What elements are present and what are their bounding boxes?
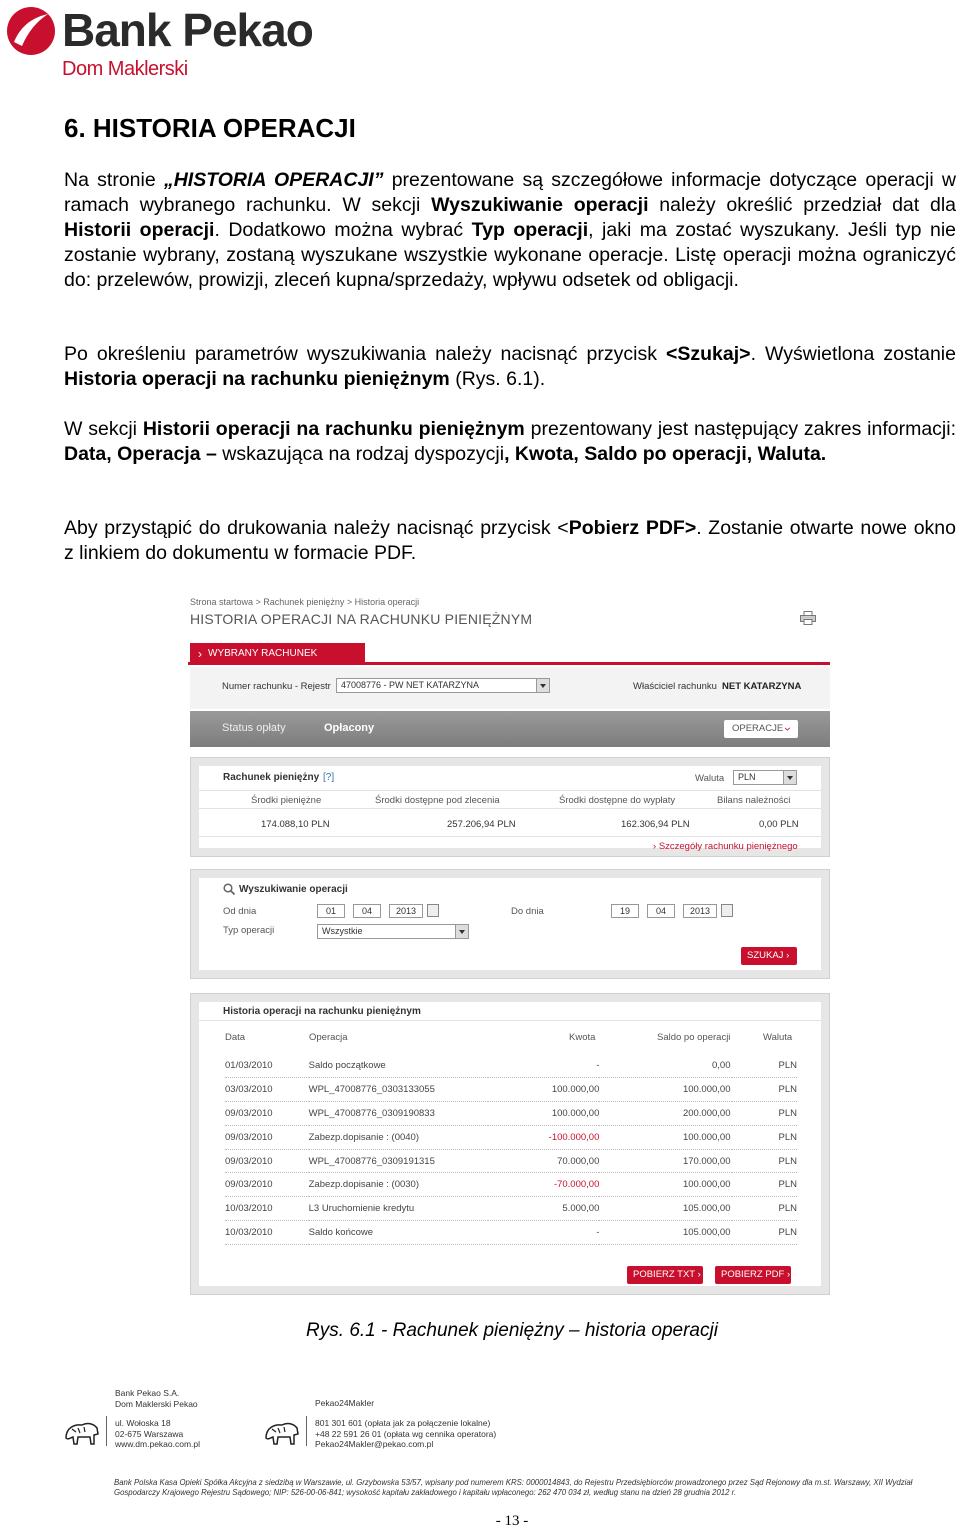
date-from-month[interactable]: 04 [353, 904, 381, 918]
download-pdf-button[interactable]: POBIERZ PDF › [715, 1266, 791, 1284]
footer-line[interactable]: Pekao24Makler@pekao.com.pl [315, 1439, 434, 1449]
table-cell: WPL_47008776_0309190833 [309, 1102, 488, 1126]
history-panel-title: Historia operacji na rachunku pieniężnym [223, 1006, 421, 1017]
history-col-header: Operacja [309, 1032, 348, 1043]
cash-panel-title: Rachunek pieniężny [223, 772, 320, 783]
table-cell: 100.000,00 [488, 1078, 599, 1102]
text-run: należy określić przedział dat dla [648, 194, 956, 216]
currency-select-value: PLN [738, 772, 756, 782]
footer-line: ul. Wołoska 18 [115, 1418, 171, 1428]
sub-brand-name: Dom Maklerski [62, 58, 188, 80]
footer-address [115, 1418, 200, 1450]
bank-pekao-logo [4, 4, 324, 84]
history-col-header: Data [225, 1032, 246, 1043]
history-screenshot-figure [188, 595, 832, 1300]
cash-col-header: Środki dostępne do wypłaty [559, 795, 676, 806]
table-cell: 0,00 [599, 1054, 732, 1078]
table-cell: WPL_47008776_0309191315 [309, 1149, 488, 1173]
table-cell: Saldo początkowe [309, 1054, 488, 1078]
table-row [225, 1197, 797, 1221]
table-cell: PLN [732, 1221, 797, 1245]
cash-value: 174.088,10 PLN [261, 819, 330, 830]
operation-type-label: Typ operacji [223, 925, 275, 936]
table-cell: 105.000,00 [599, 1221, 732, 1245]
date-from-label: Od dnia [223, 906, 257, 917]
figure-page-title: HISTORIA OPERACJI NA RACHUNKU PIENIĘŻNYM [190, 611, 533, 627]
brand-name: Bank Pekao [62, 4, 313, 56]
footer-pekao24: Pekao24Makler [315, 1398, 375, 1408]
table-row [225, 1149, 797, 1173]
table-cell: 10/03/2010 [225, 1221, 309, 1245]
footer-line[interactable]: www.dm.pekao.com.pl [115, 1439, 201, 1449]
table-cell: - [488, 1221, 599, 1245]
text-run: <Szukaj> [666, 343, 751, 365]
table-cell: 70.000,00 [488, 1149, 599, 1173]
footer-line: 801 301 601 (opłata jak za połączenie lokalne) [315, 1418, 491, 1428]
text-run: Po określeniu parametrów wyszukiwania należy nacisnąć przycisk [64, 343, 666, 365]
date-to-day[interactable]: 19 [611, 904, 639, 918]
text-run: „HISTORIA OPERACJI” [163, 169, 384, 191]
search-panel [190, 869, 830, 979]
currency-label: Waluta [695, 773, 725, 784]
table-cell: Zabezp.dopisanie : (0030) [309, 1173, 488, 1197]
cash-col-header: Bilans należności [717, 795, 791, 806]
text-run: Aby przystąpić do drukowania należy nacisnąć przycisk < [64, 517, 569, 539]
table-cell: 170.000,00 [599, 1149, 732, 1173]
date-to-month[interactable]: 04 [647, 904, 675, 918]
cash-col-header: Środki pieniężne [251, 795, 322, 806]
table-cell: 100.000,00 [599, 1078, 732, 1102]
paragraph-print [64, 516, 956, 566]
paragraph-search [64, 342, 956, 392]
table-cell: L3 Uruchomienie kredytu [309, 1197, 488, 1221]
footer-contact [315, 1418, 496, 1450]
help-icon[interactable]: [?] [323, 772, 335, 783]
history-col-header: Saldo po operacji [657, 1032, 731, 1043]
date-from-year[interactable]: 2013 [389, 904, 423, 918]
page-number: - 13 - [495, 1513, 529, 1529]
account-number-label: Numer rachunku - Rejestr [222, 681, 331, 692]
date-to-label: Do dnia [511, 906, 544, 917]
table-row [225, 1173, 797, 1197]
table-cell: -100.000,00 [488, 1125, 599, 1149]
account-details-link-label: Szczegóły rachunku pieniężnego [658, 841, 798, 852]
account-owner-label: Właściciel rachunku [633, 681, 717, 692]
table-cell: 200.000,00 [599, 1102, 732, 1126]
table-cell: 10/03/2010 [225, 1197, 309, 1221]
text-run: Data, Operacja – [64, 443, 217, 465]
history-panel [190, 993, 830, 1295]
calendar-icon[interactable] [427, 904, 439, 917]
table-cell: 09/03/2010 [225, 1102, 309, 1126]
footer-company [115, 1388, 198, 1409]
table-cell: 100.000,00 [599, 1125, 732, 1149]
payment-status-label: Status opłaty [222, 722, 286, 734]
table-cell: 09/03/2010 [225, 1125, 309, 1149]
table-cell: PLN [732, 1125, 797, 1149]
text-run: . Wyświetlona zostanie [750, 343, 956, 365]
pekao-logo-mark-icon [6, 6, 56, 56]
footer-line: +48 22 591 26 01 (opłata wg cennika operatora) [315, 1428, 497, 1439]
text-run: wskazująca na rodzaj dyspozycji [216, 443, 505, 465]
text-run: (Rys. 6.1). [449, 368, 546, 390]
text-run: prezentowany jest następujący zakres informacji: [524, 418, 956, 440]
text-run: , jaki ma zostać wyszukany. Jeśli typ nie zostanie wybrany, zostaną wyszukane wszystkie wykonane operacje. Listę operacji można ograniczyć do: przelewów, prowizji, zleceń kupna/sprzedaży, wpływu odsetek od obligacji. [64, 219, 956, 291]
table-cell: 09/03/2010 [225, 1149, 309, 1173]
account-row [190, 667, 830, 709]
chevron-down-icon [455, 925, 468, 938]
cash-value: 257.206,94 PLN [447, 819, 516, 830]
table-row [225, 1078, 797, 1102]
search-button[interactable]: SZUKAJ › [741, 947, 797, 965]
account-details-link[interactable]: › Szczegóły rachunku pieniężnego [653, 841, 798, 852]
history-table [225, 1054, 797, 1245]
bison-logo-icon [64, 1418, 100, 1446]
footer-line: 02-675 Warszawa [115, 1428, 184, 1439]
chevron-down-icon [783, 771, 796, 784]
calendar-icon[interactable] [721, 904, 733, 917]
search-panel-title: Wyszukiwanie operacji [239, 884, 348, 895]
chevron-down-icon [536, 679, 549, 692]
date-to-year[interactable]: 2013 [683, 904, 717, 918]
table-cell: PLN [732, 1173, 797, 1197]
table-cell: PLN [732, 1054, 797, 1078]
text-run: W sekcji [64, 418, 143, 440]
text-run: Historii operacji [64, 219, 215, 241]
table-row [225, 1125, 797, 1149]
footer-line: Bank Pekao S.A. [115, 1388, 180, 1398]
table-row [225, 1054, 797, 1078]
operations-menu-button[interactable]: OPERACJE › [724, 720, 798, 738]
table-cell: WPL_47008776_0303133055 [309, 1078, 488, 1102]
tab-selected-account[interactable]: › WYBRANY RACHUNEK [190, 643, 365, 665]
table-cell: 105.000,00 [599, 1197, 732, 1221]
table-cell: Saldo końcowe [309, 1221, 488, 1245]
table-cell: -70.000,00 [488, 1173, 599, 1197]
text-run: Wyszukiwanie operacji [431, 194, 649, 216]
text-run: . Zostanie otwarte nowe okno z linkiem do dokumentu w formacie PDF. [64, 517, 956, 564]
text-run: , Kwota, Saldo po operacji, Waluta. [504, 443, 827, 465]
currency-select[interactable] [733, 770, 797, 785]
table-cell: - [488, 1054, 599, 1078]
cash-col-header: Środki dostępne pod zlecenia [375, 795, 500, 806]
payment-status-value: Opłacony [324, 722, 375, 734]
text-run: Pobierz PDF> [568, 517, 697, 539]
text-run: Historii operacji na rachunku pieniężnym [142, 418, 525, 440]
table-cell: Zabezp.dopisanie : (0040) [309, 1125, 488, 1149]
breadcrumb: Strona startowa > Rachunek pieniężny > Historia operacji [190, 597, 420, 607]
table-row [225, 1102, 797, 1126]
history-col-header: Waluta [763, 1032, 793, 1043]
table-cell: 03/03/2010 [225, 1078, 309, 1102]
table-cell: PLN [732, 1102, 797, 1126]
text-run: Na stronie [64, 169, 164, 191]
table-cell: 01/03/2010 [225, 1054, 309, 1078]
footer-legal-text: Bank Polska Kasa Opieki Spółka Akcyjna z siedzibą w Warszawie, ul. Grzybowska 53/57, wpisany pod numerem KRS: 0000014843, do Rejestru Przedsiębiorców prowadzonego przez Sąd Rejonowy dla m.st. Warszawy, XII Wydział Gospodarczy Krajowego Rejestru Sądowego; NIP: 526-00-06-841; wysokość kapitału zakładowego i kapitału wpłaconego: 262 470 034 zł, według stanu na dzień 28 grudnia 2012 r. [114, 1478, 913, 1497]
bison-logo-icon [264, 1418, 300, 1446]
account-select[interactable] [336, 678, 550, 693]
table-cell: PLN [732, 1149, 797, 1173]
text-run: prezentowane są szczegółowe informacje dotyczące operacji w ramach wybranego rachunku. W sekcji [64, 169, 957, 216]
table-row [225, 1221, 797, 1245]
account-select-value: 47008776 - PW NET KATARZYNA [341, 680, 480, 690]
cash-value: 162.306,94 PLN [621, 819, 690, 830]
account-owner-value: NET KATARZYNA [722, 681, 802, 692]
section-title: 6. HISTORIA OPERACJI [64, 113, 356, 143]
footer-line: Dom Maklerski Pekao [115, 1398, 198, 1409]
text-run: Typ operacji [471, 219, 589, 241]
table-cell: 100.000,00 [599, 1173, 732, 1197]
table-cell: 5.000,00 [488, 1197, 599, 1221]
paragraph-intro [64, 168, 956, 293]
table-cell: PLN [732, 1078, 797, 1102]
cash-value: 0,00 PLN [759, 819, 799, 830]
cash-account-panel [190, 757, 830, 857]
search-icon [223, 883, 235, 895]
text-run: . Dodatkowo można wybrać [214, 219, 472, 241]
table-cell: 100.000,00 [488, 1102, 599, 1126]
table-cell: PLN [732, 1197, 797, 1221]
text-run: Historia operacji na rachunku pieniężnym [64, 368, 450, 390]
download-txt-button[interactable]: POBIERZ TXT › [627, 1266, 703, 1284]
status-bar [190, 711, 830, 747]
printer-icon[interactable] [800, 611, 816, 625]
figure-caption: Rys. 6.1 - Rachunek pieniężny – historia operacji [306, 1320, 718, 1341]
operation-type-select[interactable] [317, 924, 469, 939]
date-from-day[interactable]: 01 [317, 904, 345, 918]
table-cell: 09/03/2010 [225, 1173, 309, 1197]
history-col-header: Kwota [569, 1032, 596, 1043]
paragraph-history-scope [64, 417, 956, 467]
operation-type-value: Wszystkie [322, 926, 363, 936]
